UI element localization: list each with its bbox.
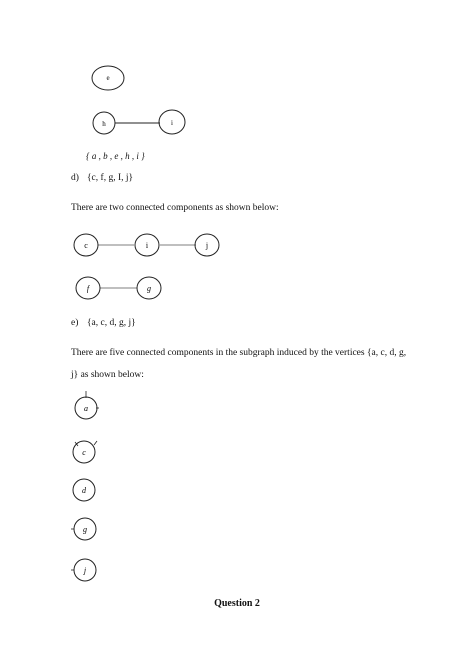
part-e-description-line2: j} as shown below: bbox=[71, 370, 144, 380]
node-i-label: i bbox=[145, 241, 149, 250]
node-h-label: h bbox=[102, 120, 106, 128]
node-g-label: g bbox=[147, 284, 151, 293]
part-d-marker: d) bbox=[71, 173, 79, 183]
node-a-label: a bbox=[84, 404, 88, 413]
node-c-label: c bbox=[82, 448, 86, 457]
node-j-label: j bbox=[83, 566, 87, 575]
vertex-set-label: { a , b , e , h , i } bbox=[86, 151, 145, 161]
node-d-label: d bbox=[82, 486, 86, 495]
question-heading: Question 2 bbox=[214, 598, 260, 609]
part-d-description: There are two connected components as shown below: bbox=[71, 203, 279, 213]
part-e-marker: e) bbox=[71, 318, 79, 328]
part-d-set: {c, f, g, I, j} bbox=[87, 173, 134, 183]
node-e-label: e bbox=[106, 74, 110, 82]
node-f-label: f bbox=[86, 284, 90, 293]
node-c-label: c bbox=[84, 241, 88, 250]
part-e-set: {a, c, d, g, j} bbox=[87, 318, 136, 328]
node-g-label: g bbox=[83, 525, 87, 534]
node-i-label: i bbox=[171, 119, 173, 127]
node-j-label: j bbox=[205, 241, 209, 250]
part-e-description-line1: There are five connected components in the subgraph induced by the vertices {a, c, d, g, bbox=[71, 348, 407, 358]
